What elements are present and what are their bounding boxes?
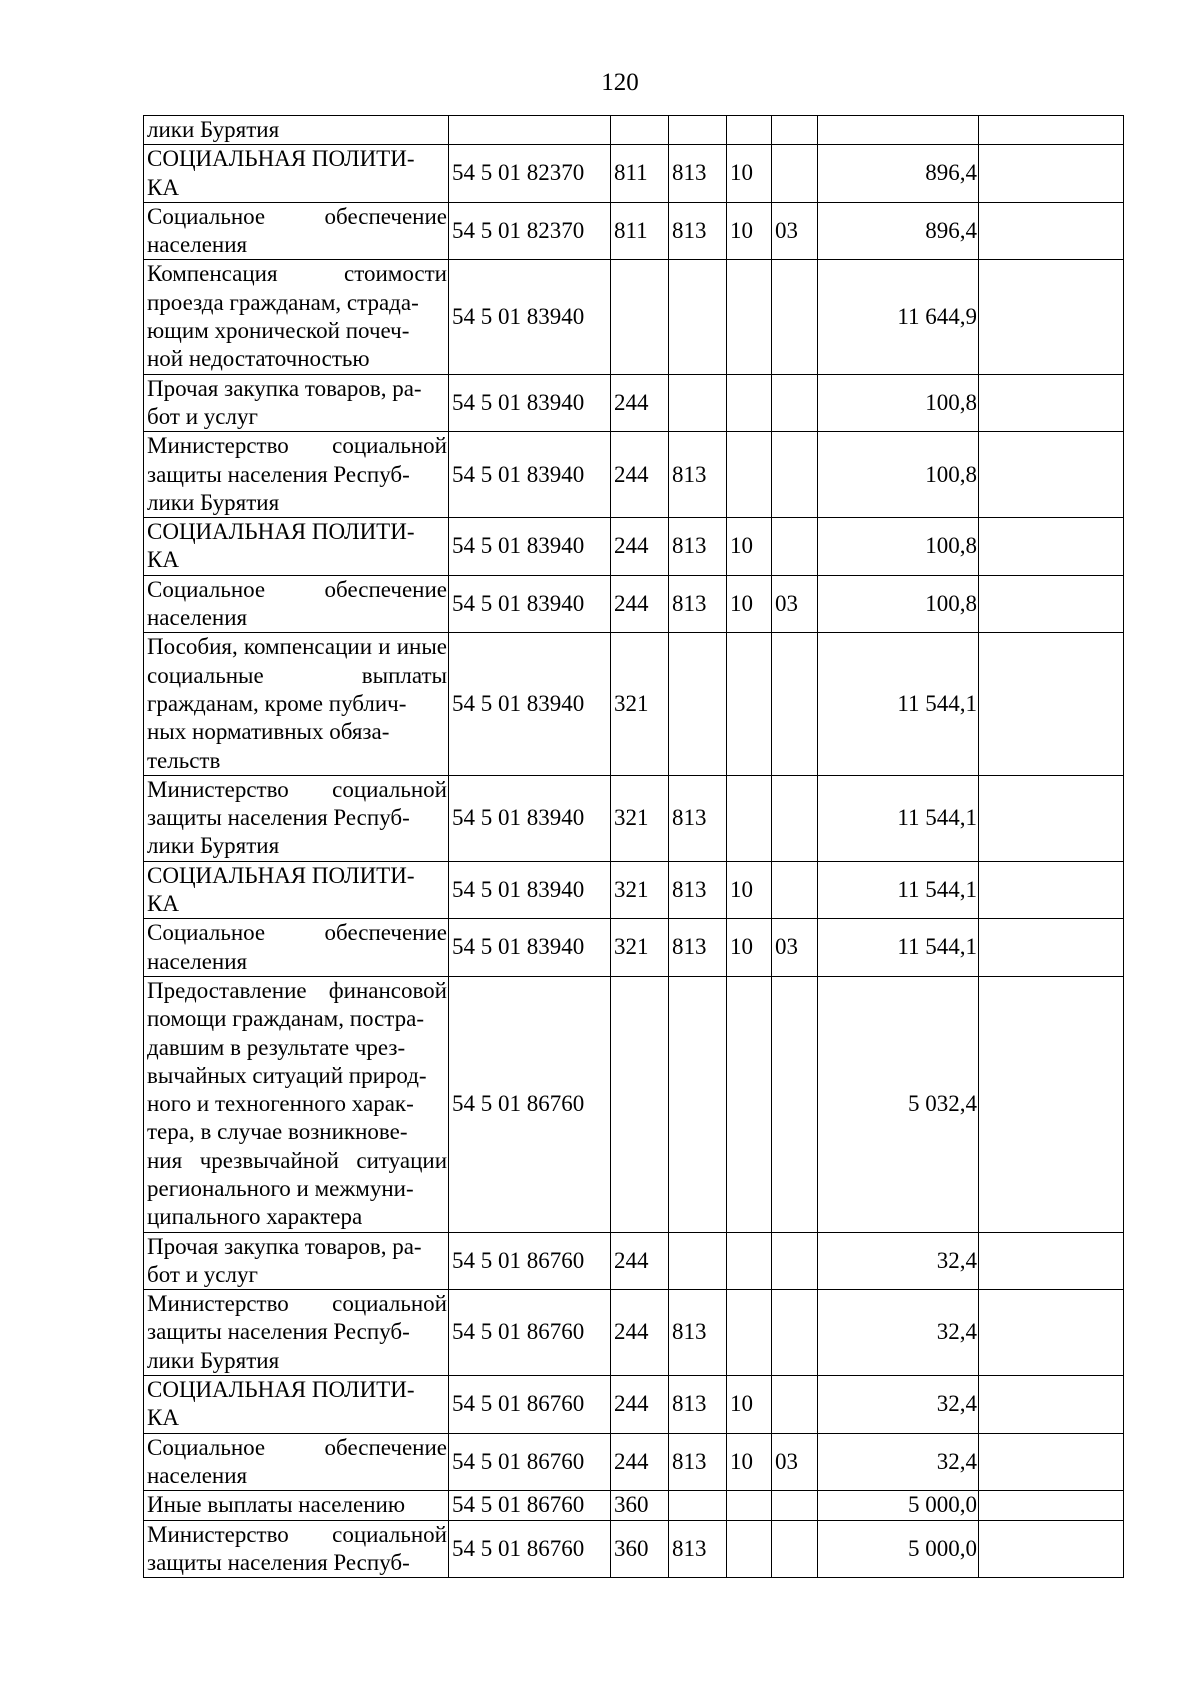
- target-article-code-cell: 54 5 01 83940: [449, 775, 611, 861]
- target-article-code-cell: 54 5 01 86760: [449, 1232, 611, 1290]
- target-article-code-cell: 54 5 01 83940: [449, 575, 611, 633]
- amount-cell: 32,4: [818, 1433, 979, 1491]
- subsection-code-cell: [772, 518, 818, 576]
- budget-table: [143, 115, 1124, 1578]
- row-name-cell: Прочая закупка товаров, ра- бот и услуг: [144, 374, 449, 432]
- administrator-code-cell: [669, 633, 727, 775]
- table-row: [144, 432, 1124, 518]
- expense-type-code-cell: 244: [611, 374, 669, 432]
- administrator-code-cell: [669, 374, 727, 432]
- subsection-code-cell: [772, 374, 818, 432]
- row-name-cell: Социальное обеспечение населения: [144, 1433, 449, 1491]
- amount-cell: 32,4: [818, 1376, 979, 1434]
- row-name-cell: Иные выплаты населению: [144, 1491, 449, 1520]
- section-code-cell: 10: [727, 518, 772, 576]
- amount-cell: 5 032,4: [818, 976, 979, 1232]
- extra-cell: [979, 1376, 1124, 1434]
- amount-cell: [818, 116, 979, 145]
- administrator-code-cell: 813: [669, 919, 727, 977]
- table-row: [144, 518, 1124, 576]
- expense-type-code-cell: 360: [611, 1520, 669, 1578]
- table-row: [144, 1433, 1124, 1491]
- table-row: [144, 145, 1124, 203]
- section-code-cell: 10: [727, 1433, 772, 1491]
- subsection-code-cell: [772, 1232, 818, 1290]
- administrator-code-cell: 813: [669, 575, 727, 633]
- table-row: [144, 260, 1124, 374]
- expense-type-code-cell: 321: [611, 861, 669, 919]
- administrator-code-cell: 813: [669, 145, 727, 203]
- amount-cell: 11 544,1: [818, 861, 979, 919]
- extra-cell: [979, 260, 1124, 374]
- table-row: [144, 861, 1124, 919]
- section-code-cell: [727, 260, 772, 374]
- section-code-cell: [727, 775, 772, 861]
- extra-cell: [979, 374, 1124, 432]
- extra-cell: [979, 575, 1124, 633]
- expense-type-code-cell: 360: [611, 1491, 669, 1520]
- target-article-code-cell: 54 5 01 86760: [449, 1520, 611, 1578]
- extra-cell: [979, 1290, 1124, 1376]
- subsection-code-cell: [772, 116, 818, 145]
- section-code-cell: [727, 432, 772, 518]
- administrator-code-cell: [669, 976, 727, 1232]
- section-code-cell: [727, 116, 772, 145]
- section-code-cell: [727, 976, 772, 1232]
- extra-cell: [979, 518, 1124, 576]
- row-name-cell: СОЦИАЛЬНАЯ ПОЛИТИ- КА: [144, 861, 449, 919]
- table-row: [144, 374, 1124, 432]
- amount-cell: 5 000,0: [818, 1491, 979, 1520]
- target-article-code-cell: [449, 116, 611, 145]
- target-article-code-cell: 54 5 01 86760: [449, 1491, 611, 1520]
- expense-type-code-cell: [611, 976, 669, 1232]
- row-name-cell: Компенсация стоимости проезда гражданам, страда- ющим хронической почеч- ной недостаточностью: [144, 260, 449, 374]
- table-row: [144, 1491, 1124, 1520]
- expense-type-code-cell: 811: [611, 202, 669, 260]
- administrator-code-cell: [669, 1232, 727, 1290]
- table-row: [144, 1290, 1124, 1376]
- subsection-code-cell: 03: [772, 575, 818, 633]
- amount-cell: 32,4: [818, 1290, 979, 1376]
- administrator-code-cell: 813: [669, 1433, 727, 1491]
- section-code-cell: [727, 374, 772, 432]
- extra-cell: [979, 116, 1124, 145]
- table-row: [144, 1376, 1124, 1434]
- subsection-code-cell: [772, 1290, 818, 1376]
- amount-cell: 100,8: [818, 374, 979, 432]
- row-name-cell: СОЦИАЛЬНАЯ ПОЛИТИ- КА: [144, 518, 449, 576]
- subsection-code-cell: [772, 432, 818, 518]
- target-article-code-cell: 54 5 01 83940: [449, 260, 611, 374]
- subsection-code-cell: 03: [772, 1433, 818, 1491]
- extra-cell: [979, 976, 1124, 1232]
- amount-cell: 11 544,1: [818, 919, 979, 977]
- subsection-code-cell: 03: [772, 919, 818, 977]
- amount-cell: 100,8: [818, 575, 979, 633]
- row-name-cell: Министерство социальной защиты населения Респуб-: [144, 1520, 449, 1578]
- target-article-code-cell: 54 5 01 83940: [449, 919, 611, 977]
- expense-type-code-cell: 244: [611, 432, 669, 518]
- target-article-code-cell: 54 5 01 82370: [449, 145, 611, 203]
- amount-cell: 100,8: [818, 518, 979, 576]
- row-name-cell: Министерство социальной защиты населения Респуб- лики Бурятия: [144, 1290, 449, 1376]
- extra-cell: [979, 633, 1124, 775]
- subsection-code-cell: [772, 976, 818, 1232]
- table-row: [144, 116, 1124, 145]
- amount-cell: 32,4: [818, 1232, 979, 1290]
- table-row: [144, 1520, 1124, 1578]
- target-article-code-cell: 54 5 01 82370: [449, 202, 611, 260]
- table-row: [144, 202, 1124, 260]
- extra-cell: [979, 1491, 1124, 1520]
- extra-cell: [979, 1520, 1124, 1578]
- expense-type-code-cell: [611, 260, 669, 374]
- target-article-code-cell: 54 5 01 86760: [449, 1290, 611, 1376]
- row-name-cell: лики Бурятия: [144, 116, 449, 145]
- target-article-code-cell: 54 5 01 83940: [449, 633, 611, 775]
- administrator-code-cell: [669, 116, 727, 145]
- extra-cell: [979, 861, 1124, 919]
- extra-cell: [979, 202, 1124, 260]
- section-code-cell: [727, 1232, 772, 1290]
- page-number: 120: [601, 69, 639, 96]
- subsection-code-cell: [772, 1376, 818, 1434]
- administrator-code-cell: 813: [669, 432, 727, 518]
- section-code-cell: 10: [727, 1376, 772, 1434]
- subsection-code-cell: [772, 1520, 818, 1578]
- amount-cell: 11 544,1: [818, 633, 979, 775]
- extra-cell: [979, 1433, 1124, 1491]
- row-name-cell: Прочая закупка товаров, ра- бот и услуг: [144, 1232, 449, 1290]
- section-code-cell: 10: [727, 919, 772, 977]
- target-article-code-cell: 54 5 01 86760: [449, 1433, 611, 1491]
- expense-type-code-cell: 244: [611, 1433, 669, 1491]
- administrator-code-cell: 813: [669, 518, 727, 576]
- amount-cell: 11 644,9: [818, 260, 979, 374]
- row-name-cell: СОЦИАЛЬНАЯ ПОЛИТИ- КА: [144, 145, 449, 203]
- administrator-code-cell: 813: [669, 861, 727, 919]
- section-code-cell: [727, 1491, 772, 1520]
- expense-type-code-cell: 321: [611, 919, 669, 977]
- subsection-code-cell: [772, 633, 818, 775]
- row-name-cell: Министерство социальной защиты населения Респуб- лики Бурятия: [144, 775, 449, 861]
- amount-cell: 5 000,0: [818, 1520, 979, 1578]
- section-code-cell: [727, 1520, 772, 1578]
- row-name-cell: Социальное обеспечение населения: [144, 919, 449, 977]
- expense-type-code-cell: 811: [611, 145, 669, 203]
- subsection-code-cell: [772, 1491, 818, 1520]
- target-article-code-cell: 54 5 01 83940: [449, 518, 611, 576]
- administrator-code-cell: 813: [669, 202, 727, 260]
- subsection-code-cell: [772, 775, 818, 861]
- subsection-code-cell: [772, 861, 818, 919]
- row-name-cell: Социальное обеспечение населения: [144, 575, 449, 633]
- target-article-code-cell: 54 5 01 83940: [449, 432, 611, 518]
- table-row: [144, 575, 1124, 633]
- section-code-cell: [727, 633, 772, 775]
- administrator-code-cell: 813: [669, 1520, 727, 1578]
- target-article-code-cell: 54 5 01 83940: [449, 861, 611, 919]
- row-name-cell: Социальное обеспечение населения: [144, 202, 449, 260]
- row-name-cell: СОЦИАЛЬНАЯ ПОЛИТИ- КА: [144, 1376, 449, 1434]
- expense-type-code-cell: 321: [611, 775, 669, 861]
- expense-type-code-cell: 244: [611, 1232, 669, 1290]
- table-row: [144, 976, 1124, 1232]
- administrator-code-cell: 813: [669, 1376, 727, 1434]
- subsection-code-cell: [772, 145, 818, 203]
- extra-cell: [979, 432, 1124, 518]
- section-code-cell: [727, 1290, 772, 1376]
- table-row: [144, 633, 1124, 775]
- expense-type-code-cell: 244: [611, 518, 669, 576]
- target-article-code-cell: 54 5 01 83940: [449, 374, 611, 432]
- amount-cell: 896,4: [818, 202, 979, 260]
- table-row: [144, 919, 1124, 977]
- extra-cell: [979, 919, 1124, 977]
- section-code-cell: 10: [727, 202, 772, 260]
- administrator-code-cell: 813: [669, 1290, 727, 1376]
- table-row: [144, 1232, 1124, 1290]
- administrator-code-cell: [669, 1491, 727, 1520]
- section-code-cell: 10: [727, 861, 772, 919]
- section-code-cell: 10: [727, 145, 772, 203]
- expense-type-code-cell: 244: [611, 575, 669, 633]
- section-code-cell: 10: [727, 575, 772, 633]
- expense-type-code-cell: 244: [611, 1290, 669, 1376]
- table-row: [144, 775, 1124, 861]
- amount-cell: 896,4: [818, 145, 979, 203]
- expense-type-code-cell: 244: [611, 1376, 669, 1434]
- subsection-code-cell: [772, 260, 818, 374]
- expense-type-code-cell: 321: [611, 633, 669, 775]
- administrator-code-cell: 813: [669, 775, 727, 861]
- administrator-code-cell: [669, 260, 727, 374]
- subsection-code-cell: 03: [772, 202, 818, 260]
- extra-cell: [979, 775, 1124, 861]
- row-name-cell: Министерство социальной защиты населения Респуб- лики Бурятия: [144, 432, 449, 518]
- expense-type-code-cell: [611, 116, 669, 145]
- row-name-cell: Пособия, компенсации и иные социальные выплаты гражданам, кроме публич- ных нормативных обяза- тельств: [144, 633, 449, 775]
- amount-cell: 11 544,1: [818, 775, 979, 861]
- extra-cell: [979, 145, 1124, 203]
- amount-cell: 100,8: [818, 432, 979, 518]
- extra-cell: [979, 1232, 1124, 1290]
- target-article-code-cell: 54 5 01 86760: [449, 1376, 611, 1434]
- target-article-code-cell: 54 5 01 86760: [449, 976, 611, 1232]
- row-name-cell: Предоставление финансовой помощи гражданам, постра- давшим в результате чрез- вычайных ситуаций природ- ного и техногенного харак- тера, в случае возникнове- ния чрезвычайной ситуации регионального и межмуни- ципального характера: [144, 976, 449, 1232]
